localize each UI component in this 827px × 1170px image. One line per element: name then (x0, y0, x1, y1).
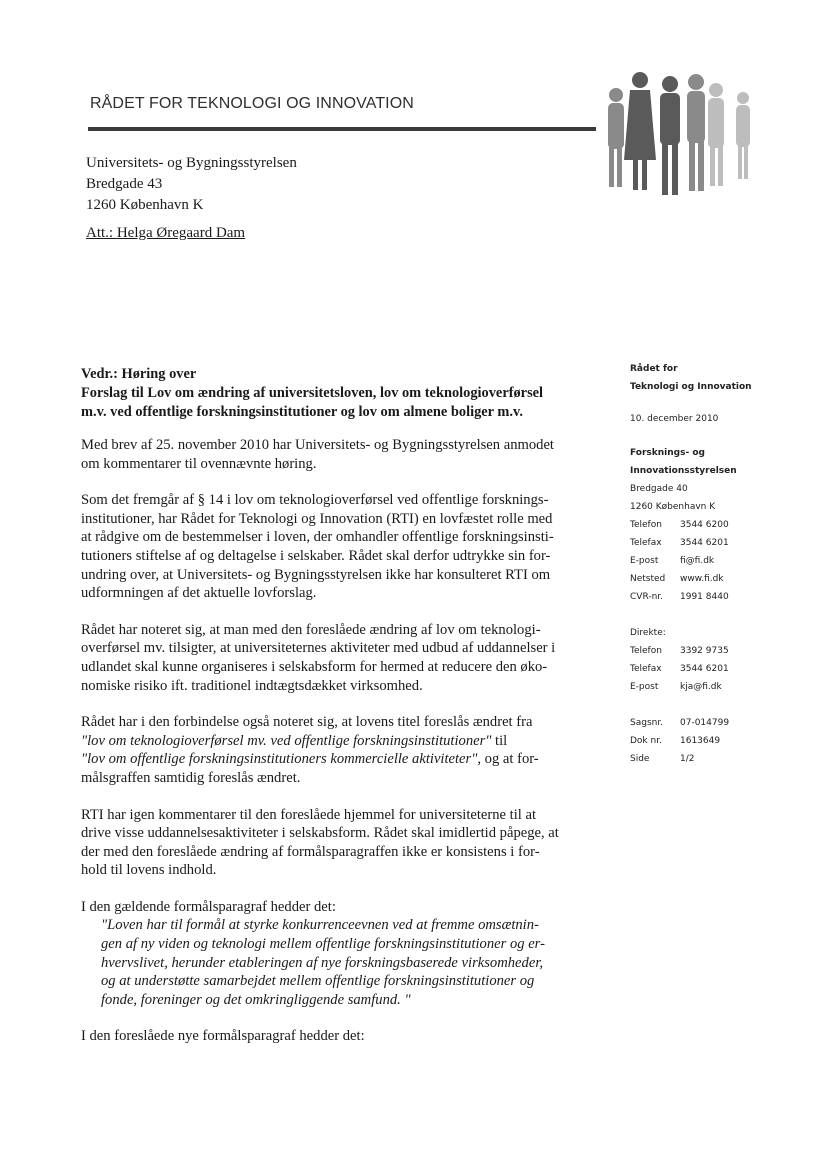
agency-line: Innovationsstyrelsen (630, 466, 737, 476)
text-line: Som det fremgår af § 14 i lov om teknologioverførsel ved offentlige forsknings- (81, 492, 549, 509)
contact-row (630, 570, 810, 588)
text-line: der med den foreslåede ændring af formålsparagraffen ikke er konsistens i for- (81, 843, 540, 860)
reference-row (630, 750, 810, 768)
letter-body (81, 436, 601, 1064)
paragraph (81, 806, 601, 880)
text-fragment: til (491, 732, 508, 749)
subject-line: Vedr.: Høring over (81, 366, 197, 382)
contact-row (630, 516, 810, 534)
recipient-line: Bredgade 43 (86, 176, 163, 192)
contact-label: Telefon (630, 520, 662, 530)
paragraph (81, 713, 601, 787)
contact-value: www.fi.dk (680, 574, 724, 584)
text-line (81, 732, 601, 751)
text-line: målsgraffen samtidig foreslås ændret. (81, 769, 301, 786)
text-line: om kommentarer til ovennævnte høring. (81, 455, 317, 472)
paragraph (81, 621, 601, 695)
text-line: RTI har igen kommentarer til den foreslåede hjemmel for universiteterne til at (81, 806, 537, 823)
reference-value: 07-014799 (680, 718, 730, 728)
contact-row (630, 588, 810, 606)
direct-contact-label: Telefax (630, 664, 662, 674)
contact-label: Telefax (630, 538, 662, 548)
people-silhouettes-logo (598, 60, 758, 200)
agency-address: 1260 København K (630, 502, 716, 512)
contact-row (630, 534, 810, 552)
subject-heading (81, 365, 601, 422)
reference-label: Side (630, 754, 650, 764)
text-line: Rådet har noteret sig, at man med den foreslåede ændring af lov om teknologi- (81, 621, 541, 638)
direct-contact-value: kja@fi.dk (680, 682, 722, 692)
text-line: udlandet skal kunne organiseres i selskabsform for hermed at reducere den øko- (81, 658, 548, 675)
direct-row (630, 660, 810, 678)
direct-contact-label: Telefon (630, 646, 662, 656)
reference-label: Dok nr. (630, 736, 662, 746)
text-line: hold til lovens indhold. (81, 862, 217, 879)
paragraph (81, 491, 601, 603)
text-line: I den foreslåede nye formålsparagraf hedder det: (81, 1028, 365, 1045)
agency-address: Bredgade 40 (630, 484, 688, 494)
contact-label: CVR-nr. (630, 592, 664, 602)
reference-row (630, 714, 810, 732)
letter-date: 10. december 2010 (630, 414, 719, 424)
quote-line: gen af ny viden og teknologi mellem offentlige forskningsinstitutioner og er- (101, 936, 545, 953)
direct-contact-value: 3544 6201 (680, 664, 729, 674)
sender-org-line: Teknologi og Innovation (630, 382, 752, 392)
reference-label: Sagsnr. (630, 718, 664, 728)
text-line: nomiske risiko ift. traditionel indtægtsdækket virksomhed. (81, 677, 423, 694)
text-line: udformningen af det aktuelle lovforslag. (81, 585, 317, 602)
quote-line: "Loven har til formål at styrke konkurrenceevnen ved at fremme omsætnin- (101, 917, 539, 934)
contact-value: fi@fi.dk (680, 556, 715, 566)
text-line: overførsel mv. tilsigter, at universiteternes aktiviteter med udbud af uddannelser i (81, 640, 556, 657)
text-line (81, 750, 601, 769)
contact-row (630, 552, 810, 570)
text-line: tutioners stiftelse af og deltagelse i selskaber. Rådet skal derfor udtrykke sin for- (81, 547, 551, 564)
text-line: institutioner, har Rådet for Teknologi og Innovation (RTI) en lovfæstet rolle med (81, 510, 553, 527)
subject-line: Forslag til Lov om ændring af universitetsloven, lov om teknologioverførsel (81, 385, 544, 401)
sender-info-sidebar (630, 360, 810, 768)
reference-value: 1/2 (680, 754, 695, 764)
text-line: undring over, at Universitets- og Bygningsstyrelsen ikke har konsulteret RTI om (81, 566, 551, 583)
letterhead-rule (88, 127, 596, 131)
recipient-address (86, 153, 297, 216)
contact-value: 1991 8440 (680, 592, 729, 602)
recipient-line: 1260 København K (86, 197, 204, 213)
direct-row (630, 678, 810, 696)
direct-contact-label: E-post (630, 682, 659, 692)
subject-line: m.v. ved offentlige forskningsinstitutioner og lov om almene boliger m.v. (81, 404, 523, 420)
contact-value: 3544 6200 (680, 520, 729, 530)
recipient-line: Universitets- og Bygningsstyrelsen (86, 155, 297, 171)
reference-value: 1613649 (680, 736, 721, 746)
direct-row (630, 642, 810, 660)
quoted-title: "lov om teknologioverførsel mv. ved offentlige forskningsinstitutioner" (81, 732, 492, 749)
text-line: drive visse uddannelsesaktiviteter i selskabsform. Rådet skal imidlertid påpege, at (81, 825, 559, 842)
contact-value: 3544 6201 (680, 538, 729, 548)
quote-line: og at understøtte samarbejdet mellem offentlige forskningsinstitutioner og (101, 973, 535, 990)
direct-contact-value: 3392 9735 (680, 646, 729, 656)
text-line: at rådgive om de bestemmelser i loven, der omhandler offentlige forskningsinsti- (81, 529, 554, 546)
quote-line: fonde, foreninger og det omkringliggende samfund. " (101, 991, 411, 1008)
text-fragment: , og at for- (477, 751, 539, 768)
agency-line: Forsknings- og (630, 448, 705, 458)
contact-label: E-post (630, 556, 659, 566)
contact-label: Netsted (630, 574, 666, 584)
paragraph (81, 436, 601, 473)
reference-row (630, 732, 810, 750)
text-line: I den gældende formålsparagraf hedder det: (81, 898, 336, 915)
paragraph (81, 898, 601, 1010)
text-line: Med brev af 25. november 2010 har Universitets- og Bygningsstyrelsen anmodet (81, 437, 554, 453)
sender-org-line: Rådet for (630, 364, 678, 374)
text-line: Rådet har i den forbindelse også noteret sig, at lovens titel foreslås ændret fra (81, 714, 533, 731)
quoted-title: "lov om offentlige forskningsinstitutioners kommercielle aktiviteter" (81, 751, 478, 768)
paragraph (81, 1027, 601, 1046)
attention-line: Att.: Helga Øregaard Dam (86, 225, 246, 241)
direct-label: Direkte: (630, 628, 666, 638)
quote-line: hvervslivet, herunder etableringen af nye forskningsbaserede virksomheder, (101, 954, 544, 971)
letterhead-title: RÅDET FOR TEKNOLOGI OG INNOVATION (90, 95, 414, 112)
